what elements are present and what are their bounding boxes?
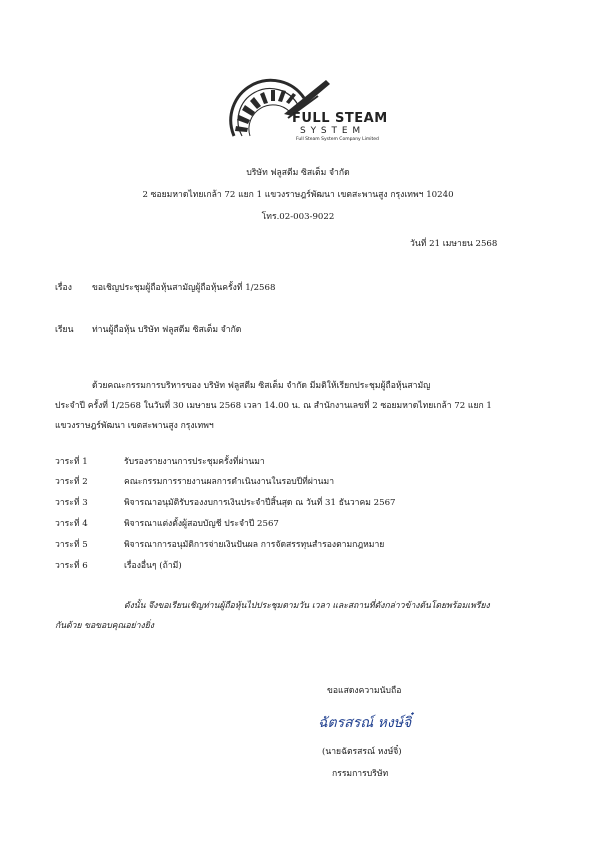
brand-subname: S Y S T E M (300, 126, 362, 136)
agenda-item: พิจารณาการอนุมัติการจ่ายเงินปันผล การจัดสรรทุนสำรองตามกฎหมาย (124, 540, 385, 550)
agenda-label: วาระที่ 1 (55, 457, 88, 467)
agenda-item: พิจารณาอนุมัติรับรองงบการเงินประจำปีสิ้นสุด ณ วันที่ 31 ธันวาคม 2567 (124, 498, 396, 508)
handwritten-signature: ฉัตรสรณ์ หงษ์จิ๋ (318, 715, 412, 731)
agenda-item: คณะกรรมการรายงานผลการดำเนินงานในรอบปีที่ผ่านมา (124, 477, 335, 487)
agenda-label: วาระที่ 4 (55, 519, 88, 529)
company-phone: โทร.02-003-9022 (261, 212, 335, 222)
recipient-label: เรียน (55, 325, 74, 335)
recipient-text: ท่านผู้ถือหุ้น บริษัท ฟลูสตีม ซิสเต็ม จำกัด (92, 325, 242, 335)
agenda-label: วาระที่ 6 (55, 561, 88, 571)
agenda-item: พิจารณาแต่งตั้งผู้สอบบัญชี ประจำปี 2567 (124, 519, 279, 529)
signer-name: (นายฉัตรสรณ์ หงษ์จิ๋) (322, 747, 402, 757)
body-line-1: ด้วยคณะกรรมการบริหารของ บริษัท ฟลูสตีม ซิสเต็ม จำกัด มีมติให้เรียกประชุมผู้ถือหุ้นสามัญ (92, 381, 431, 391)
company-address: 2 ซอยมหาดไทยเกล้า 72 แยก 1 แขวงราษฎร์พัฒนา เขตสะพานสูง กรุงเทพฯ 10240 (142, 190, 454, 200)
signer-position: กรรมการบริษัท (332, 769, 389, 779)
company-name: บริษัท ฟลูสตีม ซิสเต็ม จำกัด (246, 168, 350, 178)
closing-line-1: ดังนั้น จึงขอเรียนเชิญท่านผู้ถือหุ้นไปประชุมตามวัน เวลา และสถานที่ดังกล่าวข้างต้นโดยพร้อมเพรียง (124, 601, 490, 611)
brand-tagline: Full Steam System Company Limited (296, 137, 379, 142)
letter-date: วันที่ 21 เมษายน 2568 (410, 239, 498, 249)
regards-text: ขอแสดงความนับถือ (327, 686, 402, 696)
body-line-2: ประจำปี ครั้งที่ 1/2568 ในวันที่ 30 เมษายน 2568 เวลา 14.00 น. ณ สำนักงานเลขที่ 2 ซอยมหาดไทยเกล้า 72 แยก 1 (55, 401, 492, 411)
body-line-3: แขวงราษฎร์พัฒนา เขตสะพานสูง กรุงเทพฯ (55, 421, 214, 431)
closing-line-2: กันด้วย ขอขอบคุณอย่างยิ่ง (55, 621, 154, 631)
agenda-item: เรื่องอื่นๆ (ถ้ามี) (124, 561, 182, 571)
agenda-item: รับรองรายงานการประชุมครั้งที่ผ่านมา (124, 457, 265, 467)
subject-text: ขอเชิญประชุมผู้ถือหุ้นสามัญผู้ถือหุ้นครั้งที่ 1/2568 (92, 283, 276, 293)
subject-label: เรื่อง (55, 283, 72, 293)
agenda-label: วาระที่ 2 (55, 477, 88, 487)
agenda-label: วาระที่ 3 (55, 498, 88, 508)
brand-name: FULL STEAM (292, 111, 388, 126)
agenda-label: วาระที่ 5 (55, 540, 88, 550)
